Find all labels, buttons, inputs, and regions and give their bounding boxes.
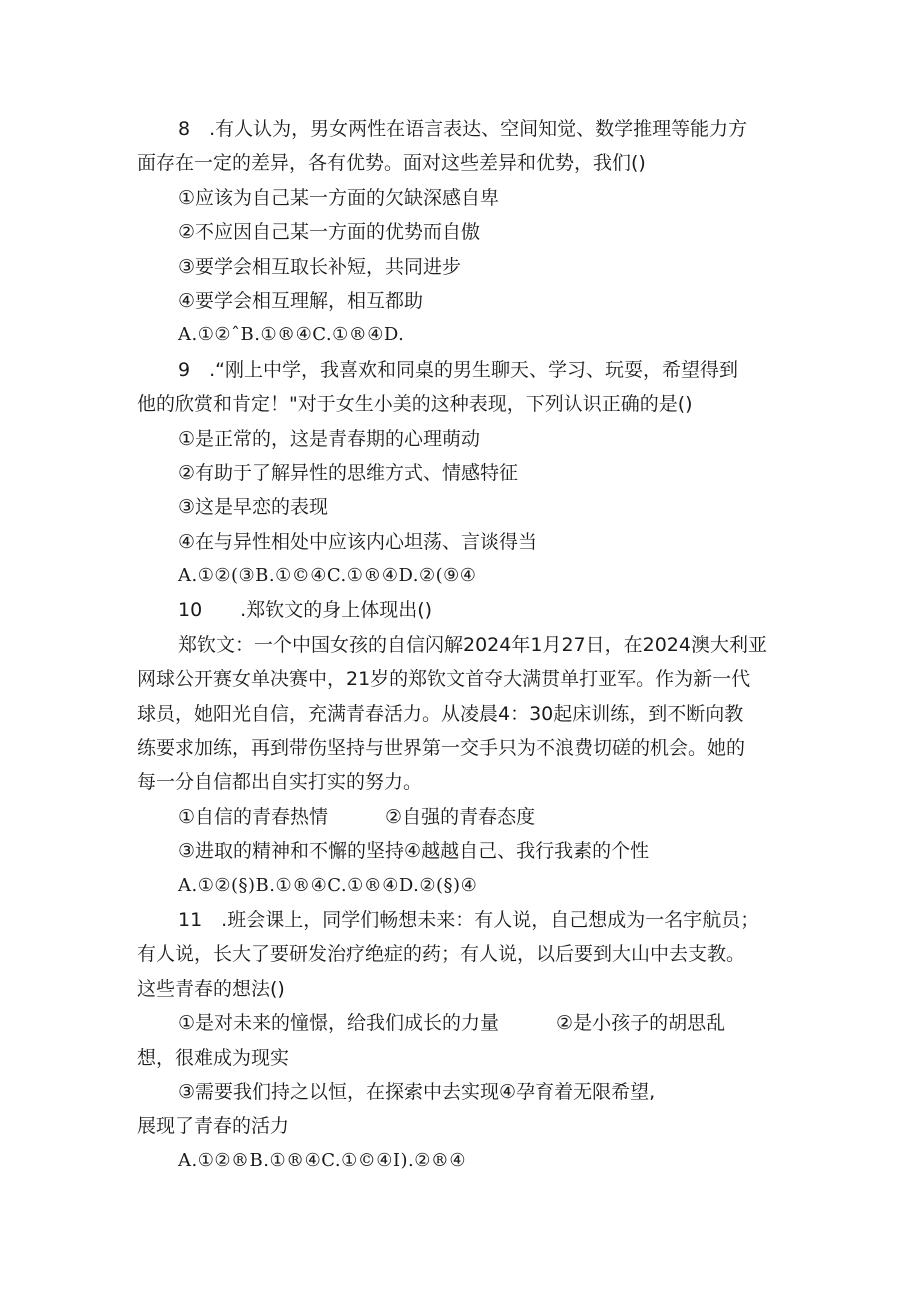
passage-line: 每一分自信都出自实打实的努力。 [137,771,423,794]
question-stem-line: 10 .郑钦文的身上体现出() [178,599,433,622]
option-line: 想，很难成为现实 [137,1046,290,1069]
question-11 [137,903,787,1178]
option-line: 展现了青春的活力 [137,1115,290,1138]
question-stem-line: 这些青春的想法() [137,977,285,1000]
question-8 [137,112,787,353]
passage-line: 练要求加练，再到带伤坚持与世界第一交手只为不浪费切磋的机会。她的 [137,737,746,760]
option-line: ①是正常的，这是青春期的心理萌动 [178,427,481,450]
question-stem-line: 8 .有人认为，男女两性在语言表达、空间知觉、数学推理等能力方 [178,118,748,140]
option-line: ①应该为自己某一方面的欠缺深感自卑 [178,186,500,209]
question-10 [137,593,787,903]
answer-choices: A.①②(§)B.①®④C.①®④D.②(§)④ [178,874,478,896]
question-stem-line: 11 .班会课上，同学们畅想未来：有人说，自己想成为一名宇航员； [178,908,760,931]
passage-line: 郑钦文：一个中国女孩的自信闪解2024年1月27日，在2024澳大利亚 [178,633,767,656]
option-line: ③需要我们持之以恒，在探索中去实现④孕育着无限希望, [178,1080,656,1103]
option-line: ③这是早恋的表现 [178,496,329,519]
option-line: ③要学会相互取长补短，共同进步 [178,255,462,278]
passage-line: 网球公开赛女单决赛中，21岁的郑钦文首夺大满贯单打亚军。作为新一代 [137,668,751,691]
option-line: ②有助于了解异性的思维方式、情感特征 [178,461,519,484]
option-line: ④在与异性相处中应该内心坦荡、言谈得当 [178,530,538,553]
answer-choices: A.①②(③B.①©④C.①®④D.②(⑨④ [178,565,477,587]
option-line: ②不应因自己某一方面的优势而自傲 [178,221,481,244]
document-page [137,112,787,1178]
passage-line: 球员，她阳光自信，充满青春活力。从凌晨4：30起床训练，到不断向教 [137,702,744,725]
answer-choices: A.①②®B.①®④C.①©④I).②®④ [178,1149,466,1171]
question-stem-line: 有人说，长大了要研发治疗绝症的药；有人说，以后要到大山中去支教。 [137,943,746,966]
answer-choices: A.①②ˆB.①®④C.①®④D. [178,324,405,346]
question-stem-line: 面存在一定的差异，各有优势。面对这些差异和优势，我们() [137,152,646,175]
option-line: ①是对未来的憧憬，给我们成长的力量 ②是小孩子的胡思乱 [178,1012,726,1035]
question-9 [137,353,787,594]
option-line: ③进取的精神和不懈的坚持④越越自己、我行我素的个性 [178,840,650,863]
question-stem-line: 他的欣赏和肯定！"对于女生小美的这种表现，下列认识正确的是() [137,393,693,416]
question-stem-line: 9 .“刚上中学，我喜欢和同桌的男生聊天、学习、玩耍，希望得到 [178,358,738,381]
option-line: ①自信的青春热情 ②自强的青春态度 [178,805,536,828]
option-line: ④要学会相互理解，相互都助 [178,289,424,312]
